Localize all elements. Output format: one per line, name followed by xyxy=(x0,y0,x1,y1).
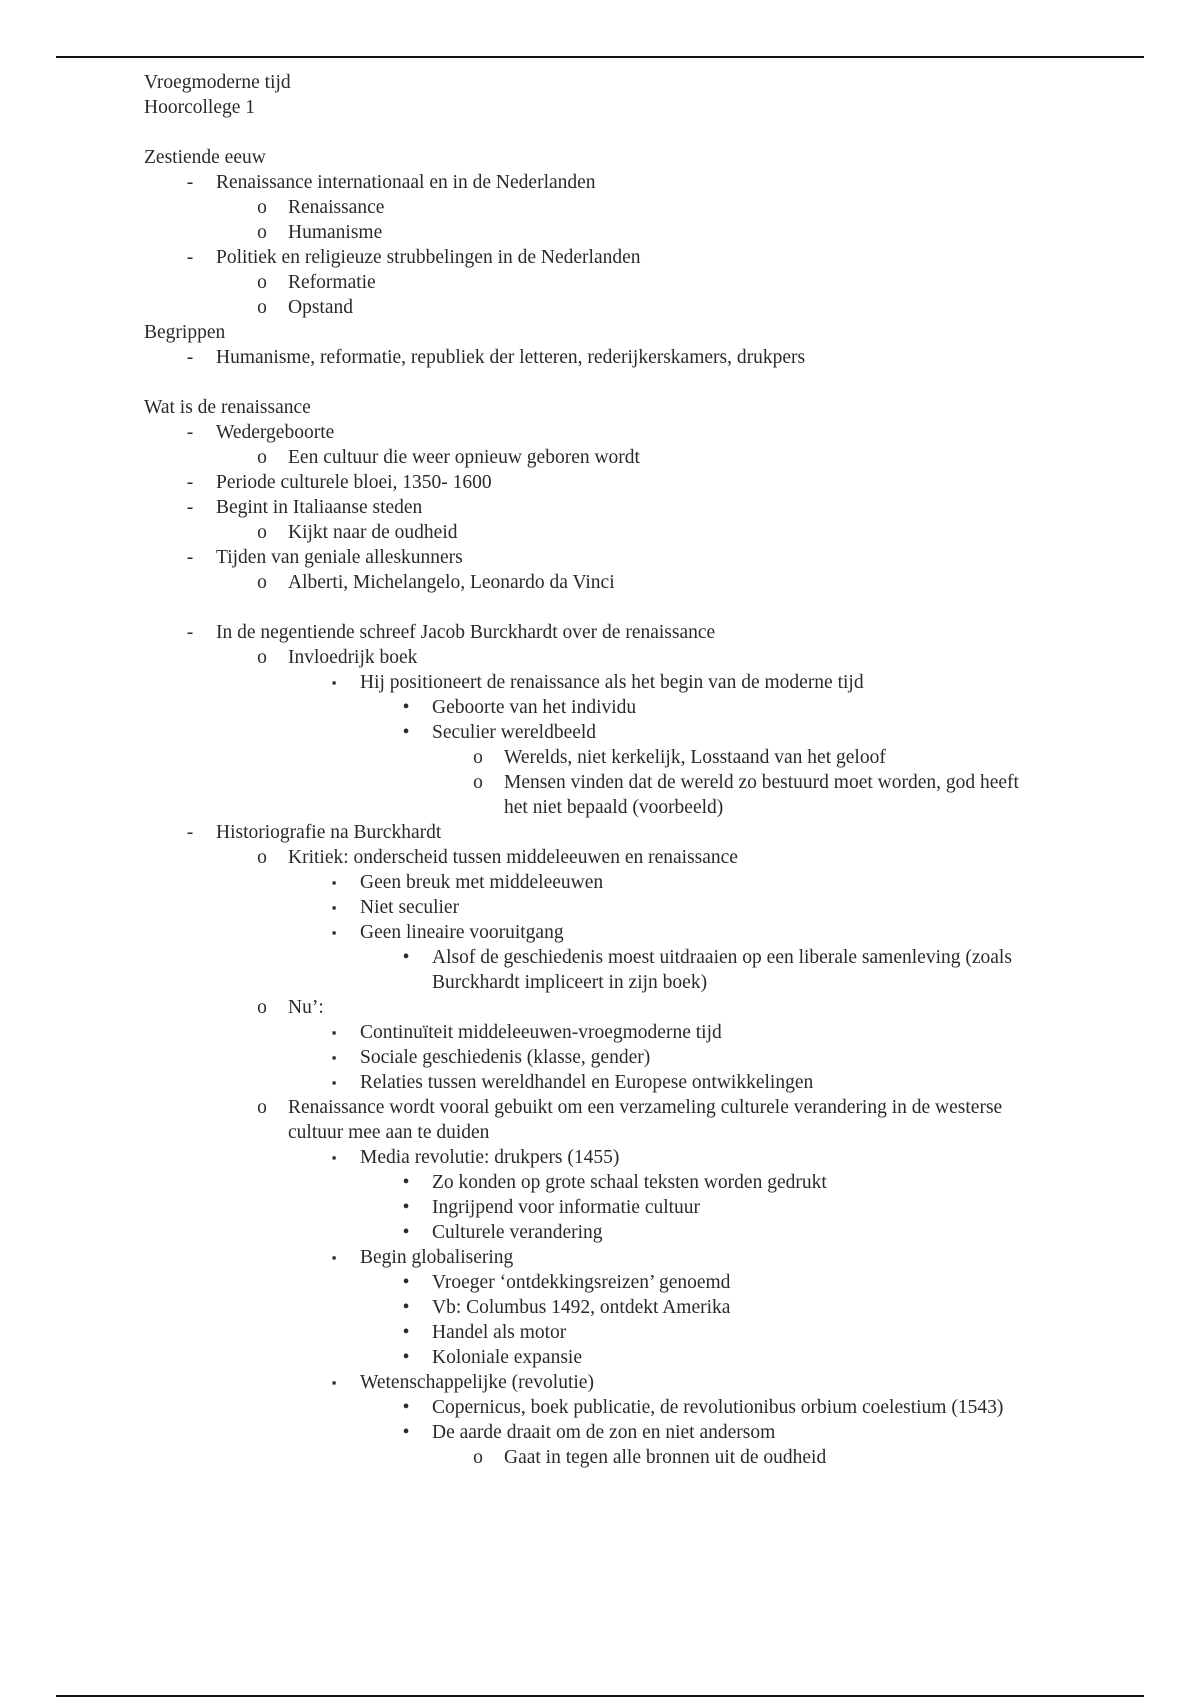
list-item-text: Vroegmoderne tijd xyxy=(144,72,291,93)
list-marker: - xyxy=(186,497,194,518)
list-item xyxy=(144,870,1044,895)
list-item-text: Renaissance wordt vooral gebuikt om een verzameling culturele verandering in de westerse cultuur mee aan te duiden xyxy=(288,1097,1003,1143)
list-item-text: Copernicus, boek publicatie, de revolutionibus orbium coelestium (1543) xyxy=(432,1397,1004,1418)
list-item xyxy=(144,245,1044,270)
list-item-text: Gaat in tegen alle bronnen uit de oudheid xyxy=(504,1447,827,1468)
list-marker: ▪ xyxy=(331,1075,337,1090)
list-marker: ▪ xyxy=(331,1375,337,1390)
list-item xyxy=(144,695,1044,720)
list-item xyxy=(144,1370,1044,1395)
list-item xyxy=(144,270,1044,295)
list-item-text: Zestiende eeuw xyxy=(144,147,266,168)
list-item xyxy=(144,1395,1044,1420)
list-marker: o xyxy=(473,747,483,768)
list-marker: ▪ xyxy=(331,1150,337,1165)
list-item-text: Opstand xyxy=(288,297,353,318)
list-item-text: Hoorcollege 1 xyxy=(144,97,256,118)
list-item xyxy=(144,820,1044,845)
list-item-text: Hij positioneert de renaissance als het begin van de moderne tijd xyxy=(360,672,864,693)
list-marker: - xyxy=(186,247,194,268)
list-item xyxy=(144,1170,1044,1195)
list-marker: - xyxy=(186,347,194,368)
list-item xyxy=(144,1095,1044,1145)
list-item xyxy=(144,1295,1044,1320)
list-marker: - xyxy=(186,422,194,443)
list-marker: • xyxy=(402,722,410,743)
list-item xyxy=(144,445,1044,470)
list-item-text: Invloedrijk boek xyxy=(288,647,418,668)
list-item-text: Geen breuk met middeleeuwen xyxy=(360,872,604,893)
blank-line xyxy=(144,370,1144,395)
list-item-text: Seculier wereldbeeld xyxy=(432,722,597,743)
list-item-text: Alberti, Michelangelo, Leonardo da Vinci xyxy=(288,572,615,593)
list-marker: • xyxy=(402,1347,410,1368)
list-item-text: Werelds, niet kerkelijk, Losstaand van het geloof xyxy=(504,747,886,768)
list-item xyxy=(144,895,1044,920)
list-item xyxy=(144,1245,1044,1270)
list-item-text: Handel als motor xyxy=(432,1322,567,1343)
list-item-text: Reformatie xyxy=(288,272,376,293)
list-item xyxy=(144,1445,1044,1470)
list-item xyxy=(144,1420,1044,1445)
list-marker: • xyxy=(402,697,410,718)
heading-line xyxy=(144,320,1044,345)
list-item-text: Humanisme, reformatie, republiek der letteren, rederijkerskamers, drukpers xyxy=(216,347,806,368)
list-item-text: In de negentiende schreef Jacob Burckhardt over de renaissance xyxy=(216,622,716,643)
list-marker: o xyxy=(257,272,267,293)
list-item-text: Culturele verandering xyxy=(432,1222,603,1243)
list-item xyxy=(144,995,1044,1020)
list-item xyxy=(144,495,1044,520)
list-marker: • xyxy=(402,1272,410,1293)
list-item xyxy=(144,920,1044,945)
list-marker: o xyxy=(257,1097,267,1118)
list-item-text: Kijkt naar de oudheid xyxy=(288,522,458,543)
list-item-text: Wedergeboorte xyxy=(216,422,335,443)
blank-line xyxy=(144,595,1144,620)
list-item xyxy=(144,670,1044,695)
list-item xyxy=(144,845,1044,870)
list-item xyxy=(144,720,1044,745)
list-item xyxy=(144,1070,1044,1095)
list-marker: o xyxy=(473,772,483,793)
list-marker: ▪ xyxy=(331,1050,337,1065)
list-item xyxy=(144,1145,1044,1170)
list-item-text: Begrippen xyxy=(144,322,226,343)
list-item-text: Zo konden op grote schaal teksten worden gedrukt xyxy=(432,1172,827,1193)
list-item-text: Nu’: xyxy=(288,997,324,1018)
list-marker: - xyxy=(186,547,194,568)
list-marker: • xyxy=(402,1397,410,1418)
list-item-text: Ingrijpend voor informatie cultuur xyxy=(432,1197,701,1218)
list-item-text: Wat is de renaissance xyxy=(144,397,311,418)
list-marker: - xyxy=(186,472,194,493)
list-item xyxy=(144,295,1044,320)
heading-line xyxy=(144,95,1044,120)
list-item-text: Media revolutie: drukpers (1455) xyxy=(360,1147,620,1168)
list-marker: • xyxy=(402,947,410,968)
list-item xyxy=(144,1045,1044,1070)
list-item xyxy=(144,770,1044,820)
list-marker: o xyxy=(257,847,267,868)
list-item xyxy=(144,420,1044,445)
list-marker: • xyxy=(402,1172,410,1193)
heading-line xyxy=(144,395,1044,420)
list-marker: ▪ xyxy=(331,900,337,915)
list-item xyxy=(144,1345,1044,1370)
list-marker: o xyxy=(257,447,267,468)
list-marker: o xyxy=(257,647,267,668)
list-marker: ▪ xyxy=(331,925,337,940)
list-marker: o xyxy=(257,222,267,243)
list-item-text: Kritiek: onderscheid tussen middeleeuwen en renaissance xyxy=(288,847,738,868)
list-item xyxy=(144,745,1044,770)
document-body xyxy=(144,70,1144,1470)
list-marker: ▪ xyxy=(331,675,337,690)
list-item xyxy=(144,1270,1044,1295)
list-item-text: Koloniale expansie xyxy=(432,1347,582,1368)
list-item xyxy=(144,470,1044,495)
heading-line xyxy=(144,145,1044,170)
list-item-text: Geen lineaire vooruitgang xyxy=(360,922,564,943)
list-item xyxy=(144,1195,1044,1220)
list-item-text: Geboorte van het individu xyxy=(432,697,637,718)
list-marker: ▪ xyxy=(331,875,337,890)
list-item-text: Alsof de geschiedenis moest uitdraaien op een liberale samenleving (zoals Burckhardt impliceert in zijn boek) xyxy=(432,947,1012,993)
list-item-text: Relaties tussen wereldhandel en Europese ontwikkelingen xyxy=(360,1072,814,1093)
list-item xyxy=(144,570,1044,595)
list-item xyxy=(144,220,1044,245)
list-item-text: Sociale geschiedenis (klasse, gender) xyxy=(360,1047,651,1068)
list-item-text: Niet seculier xyxy=(360,897,460,918)
list-marker: o xyxy=(257,522,267,543)
list-marker: • xyxy=(402,1197,410,1218)
list-marker: ▪ xyxy=(331,1250,337,1265)
list-item xyxy=(144,520,1044,545)
list-item-text: Mensen vinden dat de wereld zo bestuurd moet worden, god heeft het niet bepaald (voorbeeld) xyxy=(504,772,1019,818)
list-item xyxy=(144,620,1044,645)
list-marker: • xyxy=(402,1422,410,1443)
list-item xyxy=(144,170,1044,195)
list-item-text: Periode culturele bloei, 1350- 1600 xyxy=(216,472,492,493)
list-marker: • xyxy=(402,1322,410,1343)
list-item xyxy=(144,195,1044,220)
list-item-text: Een cultuur die weer opnieuw geboren wordt xyxy=(288,447,640,468)
list-item-text: Vroeger ‘ontdekkingsreizen’ genoemd xyxy=(432,1272,731,1293)
list-item-text: Wetenschappelijke (revolutie) xyxy=(360,1372,594,1393)
list-marker: • xyxy=(402,1297,410,1318)
list-item-text: Vb: Columbus 1492, ontdekt Amerika xyxy=(432,1297,731,1318)
list-marker: o xyxy=(257,572,267,593)
list-item xyxy=(144,1320,1044,1345)
list-marker: o xyxy=(257,197,267,218)
list-item-text: Continuïteit middeleeuwen-vroegmoderne tijd xyxy=(360,1022,722,1043)
list-marker: - xyxy=(186,822,194,843)
list-marker: o xyxy=(257,297,267,318)
list-item-text: Begin globalisering xyxy=(360,1247,514,1268)
list-item-text: Tijden van geniale alleskunners xyxy=(216,547,463,568)
list-item-text: Renaissance xyxy=(288,197,385,218)
list-item-text: Historiografie na Burckhardt xyxy=(216,822,442,843)
list-item-text: Renaissance internationaal en in de Nederlanden xyxy=(216,172,596,193)
list-marker: • xyxy=(402,1222,410,1243)
list-marker: ▪ xyxy=(331,1025,337,1040)
list-item xyxy=(144,1220,1044,1245)
list-item-text: De aarde draait om de zon en niet andersom xyxy=(432,1422,776,1443)
list-item xyxy=(144,545,1044,570)
list-marker: - xyxy=(186,172,194,193)
header-rule xyxy=(56,56,1144,58)
blank-line xyxy=(144,120,1144,145)
list-item xyxy=(144,645,1044,670)
list-item xyxy=(144,1020,1044,1045)
list-item xyxy=(144,345,1044,370)
heading-line xyxy=(144,70,1044,95)
list-item-text: Politiek en religieuze strubbelingen in de Nederlanden xyxy=(216,247,641,268)
list-item-text: Humanisme xyxy=(288,222,383,243)
list-item xyxy=(144,945,1044,995)
footer-rule xyxy=(56,1695,1144,1697)
list-marker: o xyxy=(473,1447,483,1468)
list-marker: - xyxy=(186,622,194,643)
list-item-text: Begint in Italiaanse steden xyxy=(216,497,423,518)
list-marker: o xyxy=(257,997,267,1018)
